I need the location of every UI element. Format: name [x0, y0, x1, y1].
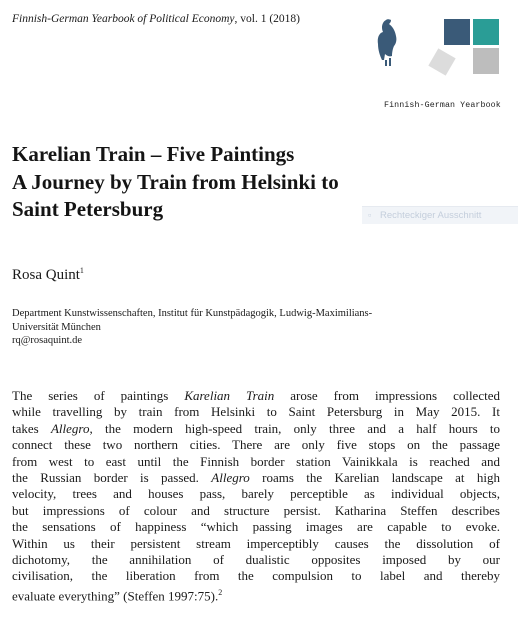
body-paragraph [12, 388, 500, 605]
body-line [12, 388, 500, 404]
rectangular-snip-overlay[interactable] [362, 206, 518, 224]
body-line [12, 421, 500, 437]
title-line: Karelian Train – Five Paintings [12, 142, 295, 166]
body-line [12, 536, 500, 552]
logo-square-dark [444, 19, 470, 45]
text-run: civilisation, the liberation from the compulsion to label and thereby [12, 568, 500, 584]
body-line [12, 552, 500, 568]
body-line [12, 585, 500, 605]
snip-icon: ▫ [368, 210, 372, 221]
body-line [12, 519, 500, 535]
text-run: the sensations of happiness “which passing images are capable to evoke. [12, 519, 500, 535]
footnote-marker: 2 [218, 587, 223, 597]
body-line [12, 486, 500, 502]
text-run: , the modern high-speed train, only three and a half hours to [89, 420, 500, 436]
title-line: A Journey by Train from Helsinki to [12, 169, 339, 194]
journal-name: Finnish-German Yearbook of Political Economy [12, 13, 235, 25]
text-run: arose from impressions collected [274, 388, 500, 403]
logo-square-light [428, 48, 455, 75]
text-run: connect these two northern cities. There are only five stops on the passage [12, 437, 500, 453]
author-email[interactable]: rq@rosaquint.de [12, 335, 83, 346]
text-run: dichotomy, the annihilation of dualistic opposites imposed by our [12, 552, 500, 568]
body-line [12, 568, 500, 584]
affiliation-line: Universität München [12, 321, 101, 333]
text-run: velocity, trees and houses pass, barely perceptible as individual objects, [12, 486, 500, 502]
italic-term: Allegro [50, 420, 90, 436]
text-run: evaluate everything” (Steffen 1997:75). [12, 588, 219, 604]
italic-term: Allegro [211, 470, 250, 486]
text-run: roams the Karelian landscape at high [249, 470, 500, 486]
journal-line [12, 13, 300, 25]
italic-term: Karelian Train [184, 388, 275, 403]
header-journal-name: Finnish-German Yearbook [384, 101, 501, 110]
journal-volume: , vol. 1 (2018) [234, 13, 301, 25]
author-affiliation [12, 307, 492, 348]
affiliation-line: Department Kunstwissenschaften, Institut für Kunstpädagogik, Ludwig-Maximilians- [12, 308, 373, 319]
snip-label: Rechteckiger Ausschnitt [380, 210, 482, 221]
body-line [12, 454, 500, 470]
text-run: the Russian border is passed. [12, 470, 212, 486]
logo-square-teal [473, 19, 499, 45]
text-run: takes [12, 420, 51, 436]
body-line [12, 470, 500, 486]
body-line [12, 437, 500, 453]
journal-logo [372, 14, 504, 84]
text-run: Within us their persistent stream imperceptibly causes the dissolution of [12, 535, 500, 551]
body-line [12, 503, 500, 519]
author-footnote-marker: 1 [79, 266, 84, 275]
article-title [12, 141, 339, 224]
text-run: but impressions of colour and structure persist. Katharina Steffen describes [12, 502, 500, 518]
title-line: Saint Petersburg [12, 197, 164, 221]
text-run: The series of paintings [12, 388, 185, 403]
text-run: while travelling by train from Helsinki to Saint Petersburg in May 2015. It [12, 404, 500, 420]
text-run: from west to east until the Finnish border station Vainikkala is reached and [12, 453, 500, 469]
author-name: Rosa Quint$^1$ [12, 266, 84, 283]
bird-silhouette-icon [378, 19, 397, 66]
body-line [12, 404, 500, 420]
logo-square-gray [473, 48, 499, 74]
